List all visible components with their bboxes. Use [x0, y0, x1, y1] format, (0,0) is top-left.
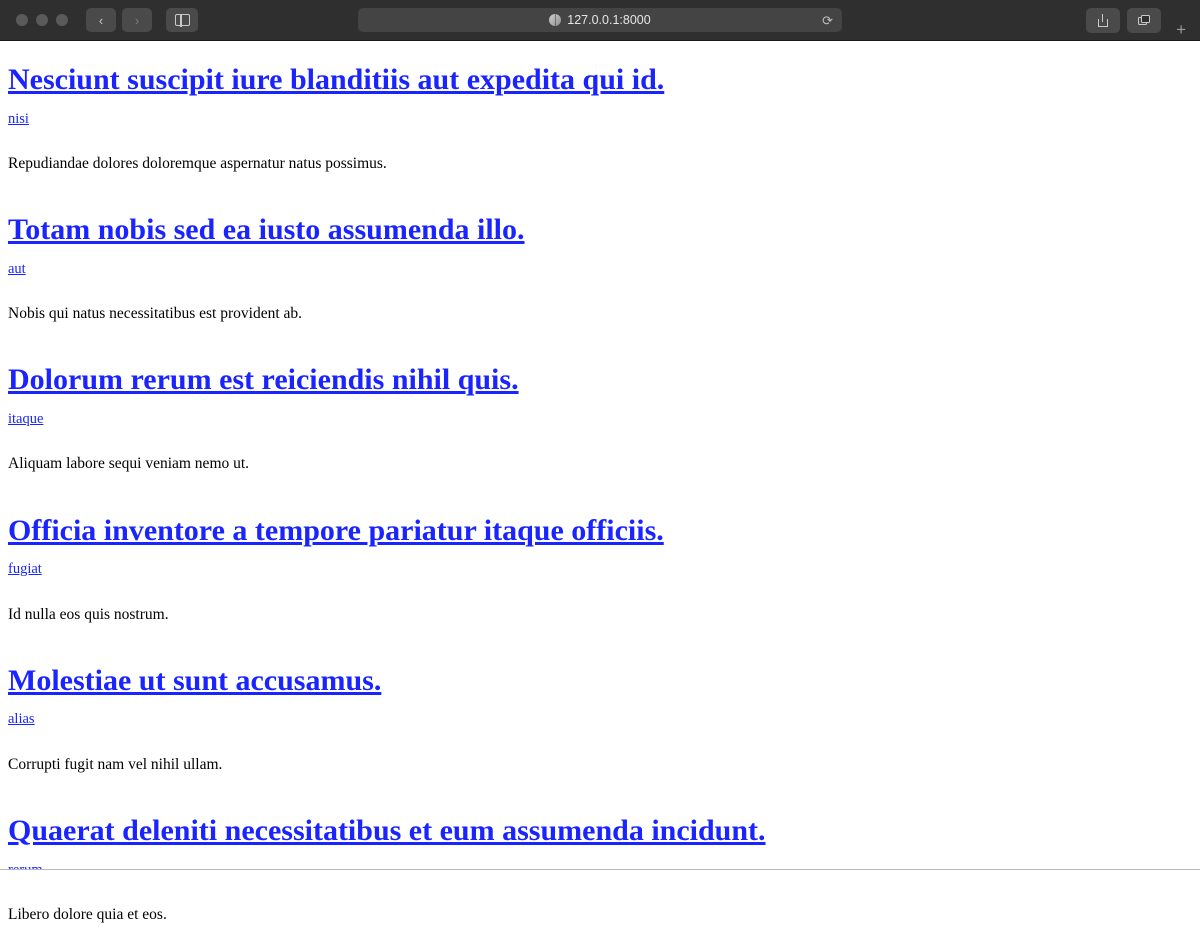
- post-body: Repudiandae dolores doloremque aspernatur natus possimus.: [8, 155, 387, 173]
- post-tag-link[interactable]: aut: [8, 260, 26, 277]
- page-content: [0, 41, 1200, 924]
- post-tag: [8, 247, 1192, 278]
- minimize-window-button[interactable]: [36, 14, 48, 26]
- post-body: Nobis qui natus necessitatibus est provident ab.: [8, 305, 303, 323]
- post-body: Aliquam labore sequi veniam nemo ut.: [8, 455, 250, 473]
- post-title-link[interactable]: Totam nobis sed ea iusto assumenda illo.: [8, 213, 525, 247]
- post-item: [8, 349, 1192, 484]
- post-title: [8, 199, 1192, 247]
- post-tag-link[interactable]: alias: [8, 711, 35, 728]
- post-item: [8, 500, 1192, 635]
- share-icon: [1098, 14, 1108, 27]
- forward-button[interactable]: [122, 8, 152, 32]
- post-tag-link[interactable]: nisi: [8, 110, 29, 127]
- post-title-link[interactable]: Quaerat deleniti necessitatibus et eum assumenda incidunt.: [8, 813, 766, 847]
- post-tag: [8, 397, 1192, 428]
- post-body: Id nulla eos quis nostrum.: [8, 605, 169, 623]
- browser-toolbar: [0, 0, 1200, 41]
- post-tag: [8, 697, 1192, 728]
- post-title: [8, 650, 1192, 698]
- post-title: [8, 349, 1192, 397]
- post-item: [8, 199, 1192, 334]
- show-tabs-button[interactable]: [1127, 8, 1161, 33]
- post-item: [8, 49, 1192, 184]
- post-title: [8, 49, 1192, 97]
- post-title-link[interactable]: Dolorum rerum est reiciendis nihil quis.: [8, 363, 519, 397]
- toolbar-right-actions: [1086, 8, 1190, 39]
- post-tag: [8, 97, 1192, 128]
- maximize-window-button[interactable]: [56, 14, 68, 26]
- close-window-button[interactable]: [16, 14, 28, 26]
- address-bar[interactable]: [358, 8, 842, 32]
- sidebar-toggle-button[interactable]: [166, 8, 198, 32]
- navigation-controls: [86, 8, 152, 32]
- post-title: [8, 500, 1192, 548]
- post-tag-link[interactable]: fugiat: [8, 561, 42, 578]
- post-title-link[interactable]: Molestiae ut sunt accusamus.: [8, 663, 382, 697]
- post-title-link[interactable]: Nesciunt suscipit iure blanditiis aut expedita qui id.: [8, 63, 665, 96]
- address-bar-text: 127.0.0.1:8000: [567, 13, 651, 27]
- post-tag-link[interactable]: itaque: [8, 410, 44, 427]
- chevron-left-icon: ‹: [98, 12, 104, 28]
- new-tab-button[interactable]: [1168, 21, 1190, 38]
- post-body: Corrupti fugit nam vel nihil ullam.: [8, 755, 223, 773]
- window-controls[interactable]: [16, 14, 68, 26]
- post-tag: [8, 547, 1192, 578]
- share-button[interactable]: [1086, 8, 1120, 33]
- back-button[interactable]: [86, 8, 116, 32]
- post-title: [8, 800, 1192, 848]
- post-body: Libero dolore quia et eos.: [8, 906, 167, 924]
- window-bottom-edge: [0, 869, 1200, 877]
- sidebar-icon: [175, 14, 190, 26]
- tabs-icon: [1138, 15, 1151, 26]
- post-item: [8, 650, 1192, 785]
- plus-icon: +: [1176, 19, 1186, 39]
- globe-icon: [549, 14, 561, 26]
- chevron-right-icon: ›: [134, 12, 140, 28]
- post-title-link[interactable]: Officia inventore a tempore pariatur itaque officiis.: [8, 513, 664, 547]
- reload-icon[interactable]: ⟳: [822, 12, 833, 28]
- post-item: [8, 800, 1192, 935]
